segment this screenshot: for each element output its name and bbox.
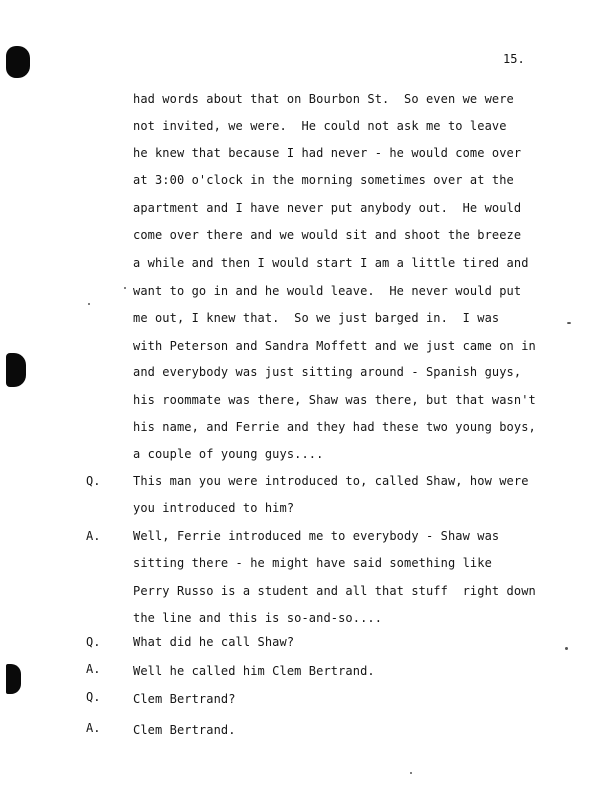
- punch-hole-bottom: [6, 664, 21, 694]
- answer-line: the line and this is so-and-so....: [133, 611, 383, 625]
- answer-line: Clem Bertrand.: [133, 723, 236, 737]
- narrative-line: had words about that on Bourbon St. So even we were: [133, 92, 514, 106]
- narrative-line: not invited, we were. He could not ask me to leave: [133, 119, 507, 133]
- question-line: you introduced to him?: [133, 501, 295, 515]
- speaker-label-q: Q.: [86, 690, 101, 704]
- question-line: This man you were introduced to, called Shaw, how were: [133, 474, 529, 488]
- scan-speck: [565, 647, 568, 650]
- speaker-label-q: Q.: [86, 474, 101, 488]
- speaker-label-a: A.: [86, 529, 101, 543]
- speaker-label-q: Q.: [86, 635, 101, 649]
- narrative-line: and everybody was just sitting around - Spanish guys,: [133, 365, 522, 379]
- question-line: What did he call Shaw?: [133, 635, 295, 649]
- narrative-line: at 3:00 o'clock in the morning sometimes over at the: [133, 173, 514, 187]
- narrative-line: a couple of young guys....: [133, 447, 324, 461]
- punch-hole-top: [6, 46, 30, 78]
- answer-line: sitting there - he might have said something like: [133, 556, 492, 570]
- question-line: Clem Bertrand?: [133, 692, 236, 706]
- page-number: 15.: [503, 52, 525, 66]
- answer-line: Perry Russo is a student and all that stuff right down: [133, 584, 536, 598]
- narrative-line: a while and then I would start I am a little tired and: [133, 256, 529, 270]
- answer-line: Well, Ferrie introduced me to everybody - Shaw was: [133, 529, 500, 543]
- speaker-label-a: A.: [86, 721, 101, 735]
- narrative-line: his roommate was there, Shaw was there, but that wasn't: [133, 393, 536, 407]
- scan-speck: [124, 287, 126, 289]
- narrative-line: with Peterson and Sandra Moffett and we just came on in: [133, 339, 536, 353]
- narrative-line: want to go in and he would leave. He never would put: [133, 284, 522, 298]
- speaker-label-a: A.: [86, 662, 101, 676]
- scan-speck: [410, 772, 412, 774]
- scan-speck: [567, 322, 571, 324]
- answer-line: Well he called him Clem Bertrand.: [133, 664, 375, 678]
- narrative-line: apartment and I have never put anybody out. He would: [133, 201, 522, 215]
- narrative-line: his name, and Ferrie and they had these two young boys,: [133, 420, 536, 434]
- narrative-line: he knew that because I had never - he would come over: [133, 146, 522, 160]
- narrative-line: me out, I knew that. So we just barged in. I was: [133, 311, 500, 325]
- punch-hole-middle: [6, 353, 26, 387]
- narrative-line: come over there and we would sit and shoot the breeze: [133, 228, 522, 242]
- scan-speck: [88, 303, 90, 305]
